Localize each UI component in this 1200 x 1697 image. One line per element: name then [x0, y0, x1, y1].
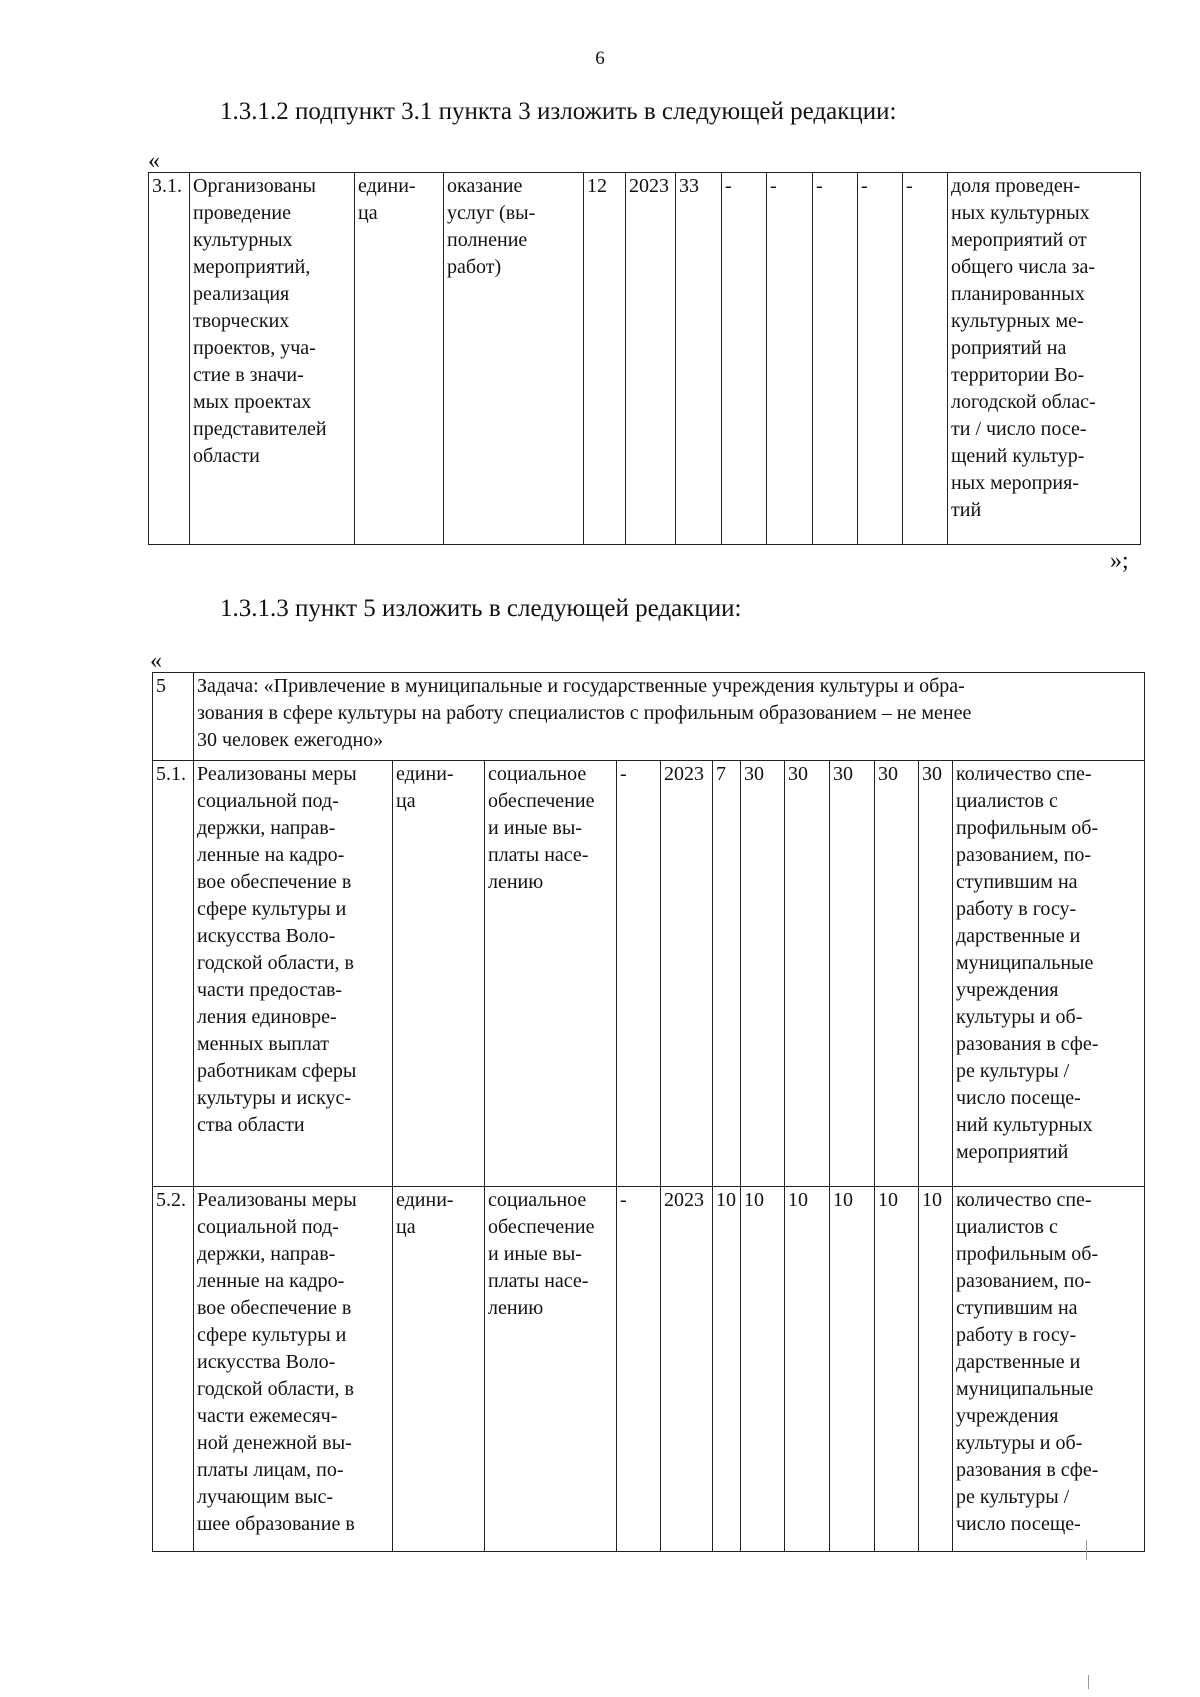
event-name: Реализованы меры социальной под- держки, направ- ленные на кадро- вое обеспечение в сфере культуры и искусства Воло- годской области, в части ежемесяч- ной денежной вы- платы лицам, по- лучающим выс- шее образование в	[194, 1187, 393, 1552]
base-value: 7	[713, 761, 741, 1187]
service-type: оказание услуг (вы- полнение работ)	[444, 173, 584, 545]
table-3-1	[148, 172, 1141, 545]
base-value: 10	[713, 1187, 741, 1552]
code-cell: -	[617, 761, 661, 1187]
code-cell: 12	[584, 173, 626, 545]
row-number: 5.1.	[153, 761, 194, 1187]
unit: едини- ца	[355, 173, 444, 545]
value-4: 10	[875, 1187, 919, 1552]
scan-mark	[1086, 1540, 1087, 1560]
value-1: 30	[741, 761, 785, 1187]
base-year: 2023	[661, 1187, 713, 1552]
base-year: 2023	[626, 173, 676, 545]
value-3: 30	[830, 761, 875, 1187]
value-2: 30	[785, 761, 830, 1187]
task-row	[153, 673, 1145, 761]
event-name: Реализованы меры социальной под- держки, направ- ленные на кадро- вое обеспечение в сфере культуры и искусства Воло- годской области, в части предостав- ления единовре- менных выплат работникам сферы культуры и искус- ства области	[194, 761, 393, 1187]
value-1: -	[722, 173, 767, 545]
indicator: количество спе- циалистов с профильным об- разованием, по- ступившим на работу в госу- дарственные и муниципальные учреждения культуры и об- разования в сфе- ре культуры / число посеще-	[953, 1187, 1145, 1552]
event-name: Организованы проведение культурных мероприятий, реализация творческих проектов, уча- стие в значи- мых проектах представителей области	[190, 173, 355, 545]
service-type: социальное обеспечение и иные вы- платы насе- лению	[485, 1187, 617, 1552]
value-5: 10	[919, 1187, 953, 1552]
section1-close-quote: »;	[1110, 548, 1129, 574]
table-row	[149, 173, 1141, 545]
section2-heading: 1.3.1.3 пункт 5 изложить в следующей редакции:	[220, 595, 742, 622]
task-text: Задача: «Привлечение в муниципальные и государственные учреждения культуры и обра- зования в сфере культуры на работу специалистов с профильным образованием – не менее 30 человек ежегодно»	[194, 673, 1145, 761]
value-3: 10	[830, 1187, 875, 1552]
section1-heading: 1.3.1.2 подпункт 3.1 пункта 3 изложить в следующей редакции:	[220, 98, 897, 125]
task-number: 5	[153, 673, 194, 761]
indicator: доля проведен- ных культурных мероприятий от общего числа за- планированных культурных ме- роприятий на территории Во- логодской облас- ти / число посе- щений культур- ных мероприя- тий	[948, 173, 1141, 545]
row-number: 5.2.	[153, 1187, 194, 1552]
section2-open-quote: «	[150, 648, 162, 674]
value-5: 30	[919, 761, 953, 1187]
code-cell: -	[617, 1187, 661, 1552]
base-value: 33	[676, 173, 722, 545]
unit: едини- ца	[393, 1187, 485, 1552]
table-row	[153, 1187, 1145, 1552]
value-1: 10	[741, 1187, 785, 1552]
row-number: 3.1.	[149, 173, 190, 545]
table-5	[152, 672, 1145, 1552]
table-row	[153, 761, 1145, 1187]
service-type: социальное обеспечение и иные вы- платы насе- лению	[485, 761, 617, 1187]
value-2: 10	[785, 1187, 830, 1552]
value-4: 30	[875, 761, 919, 1187]
scan-mark	[1088, 1675, 1089, 1689]
value-3: -	[813, 173, 858, 545]
indicator: количество спе- циалистов с профильным об- разованием, по- ступившим на работу в госу- дарственные и муниципальные учреждения культуры и об- разования в сфе- ре культуры / число посеще- ний культурных мероприятий	[953, 761, 1145, 1187]
value-2: -	[767, 173, 813, 545]
page-number: 6	[595, 48, 605, 69]
base-year: 2023	[661, 761, 713, 1187]
section1-open-quote: «	[148, 148, 160, 174]
unit: едини- ца	[393, 761, 485, 1187]
value-5: -	[903, 173, 948, 545]
value-4: -	[858, 173, 903, 545]
